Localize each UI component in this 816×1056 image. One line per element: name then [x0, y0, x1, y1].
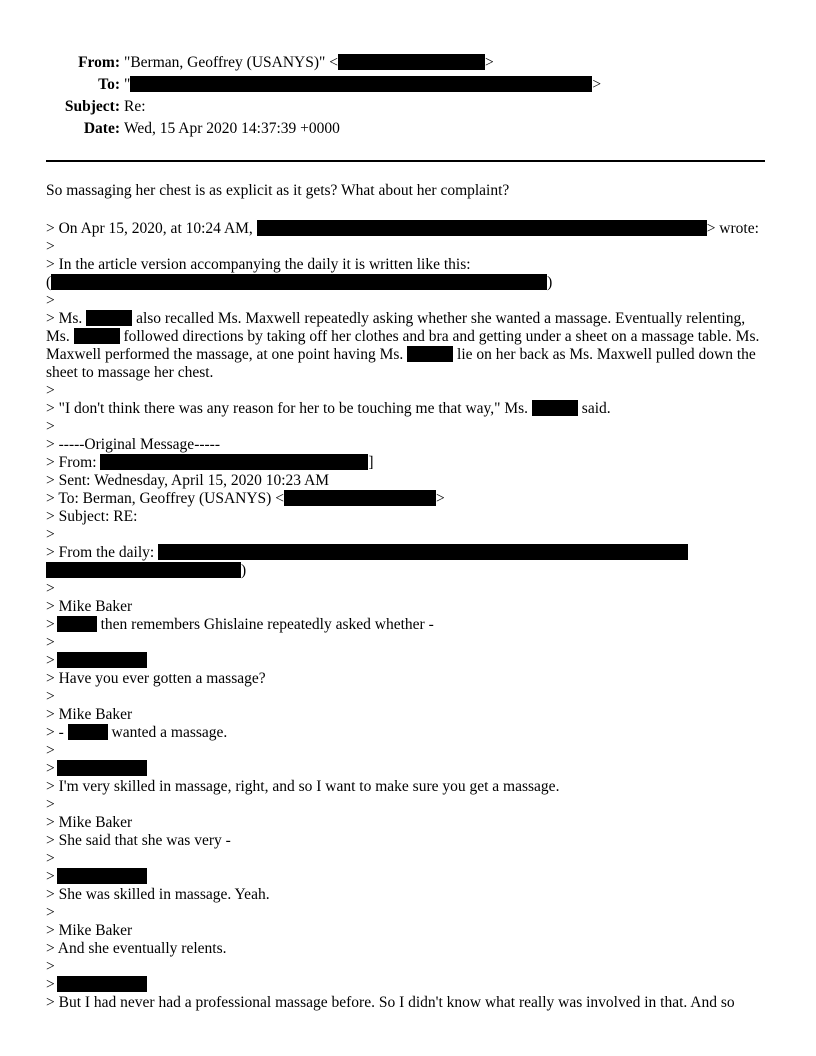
quote-line — [46, 760, 147, 778]
speaker-line: > Mike Baker — [46, 814, 133, 831]
quote-line — [46, 544, 688, 562]
text-span: > — [46, 652, 55, 669]
quote-line: > — [46, 580, 55, 597]
redaction-box — [57, 652, 147, 668]
quote-line: > — [46, 634, 55, 651]
quote-line: > — [46, 238, 55, 255]
redaction-box — [532, 400, 578, 416]
quote-line: > She said that she was very - — [46, 832, 231, 849]
quote-line: > Subject: RE: — [46, 508, 138, 525]
quote-line — [46, 652, 147, 670]
body-line: So massaging her chest is as explicit as it gets? What about her complaint? — [46, 182, 510, 199]
text-span: > To: Berman, Geoffrey (USANYS) < — [46, 490, 284, 507]
to-value: " — [124, 76, 131, 93]
text-span: > — [46, 760, 55, 777]
redaction-box — [158, 544, 688, 560]
text-span: > Ms. — [46, 310, 83, 327]
quote-line: > — [46, 688, 55, 705]
text-span: ( — [46, 274, 52, 291]
redaction-box — [51, 274, 547, 290]
text-span: ] — [368, 454, 374, 471]
quote-line: > — [46, 904, 55, 921]
text-span: said. — [581, 400, 611, 417]
redaction-box — [68, 724, 108, 740]
quote-line — [46, 616, 434, 634]
redaction-box — [57, 976, 147, 992]
text-span: > "I don't think there was any reason for her to be touching me that way," Ms. — [46, 400, 529, 417]
speaker-line: > Mike Baker — [46, 706, 133, 723]
subject-value: Re: — [124, 98, 146, 115]
from-row — [0, 54, 816, 74]
quote-line — [46, 454, 374, 472]
text-span: wanted a massage. — [111, 724, 228, 741]
date-value: Wed, 15 Apr 2020 14:37:39 +0000 — [124, 120, 340, 137]
text-span: ) — [547, 274, 553, 291]
text-span: followed directions by taking off her clothes and bra and getting under a sheet on a massage table. Ms. Maxwell performed the massage, at one point having Ms. — [46, 328, 760, 363]
quote-line: > Have you ever gotten a massage? — [46, 670, 266, 687]
quote-line — [46, 490, 445, 508]
from-value: "Berman, Geoffrey (USANYS)" < — [124, 54, 338, 71]
quote-line: > But I had never had a professional massage before. So I didn't know what really was involved in that. And so — [46, 994, 735, 1011]
redaction-box — [338, 54, 485, 70]
text-span: > — [46, 868, 55, 885]
to-row — [0, 76, 816, 96]
quote-line: > Sent: Wednesday, April 15, 2020 10:23 AM — [46, 472, 330, 489]
text-span: then remembers Ghislaine repeatedly asked whether - — [100, 616, 434, 633]
to-label: To: — [98, 76, 120, 93]
quote-attribution — [46, 220, 759, 238]
quote-line: > — [46, 796, 55, 813]
text-span: lie on her back as Ms. Maxwell pulled down the sheet to massage her chest. — [46, 346, 756, 381]
quote-line: > — [46, 742, 55, 759]
to-suffix: > — [592, 76, 602, 93]
redaction-box — [74, 328, 120, 344]
text-span: > — [46, 616, 55, 633]
text-span: > From the daily: — [46, 544, 155, 561]
quote-line: > — [46, 850, 55, 867]
redaction-box — [100, 454, 368, 470]
redaction-box — [86, 310, 132, 326]
quote-line: > — [46, 382, 55, 399]
date-label: Date: — [83, 120, 120, 137]
subject-label: Subject: — [64, 98, 120, 115]
text-span: > wrote: — [706, 220, 759, 237]
redaction-box — [57, 616, 97, 632]
redaction-box — [257, 220, 707, 236]
text-span: ) — [241, 562, 247, 579]
quote-line — [46, 400, 611, 418]
quote-line: > She was skilled in massage. Yeah. — [46, 886, 270, 903]
text-span: > On Apr 15, 2020, at 10:24 AM, — [46, 220, 253, 237]
redaction-box — [57, 868, 147, 884]
speaker-line: > Mike Baker — [46, 598, 133, 615]
quote-line: > And she eventually relents. — [46, 940, 227, 957]
quote-line: > In the article version accompanying the daily it is written like this: — [46, 256, 471, 273]
quote-line: > — [46, 526, 55, 543]
redaction-box — [284, 490, 436, 506]
redaction-box — [407, 346, 453, 362]
header-divider — [46, 160, 765, 162]
text-span: > — [435, 490, 445, 507]
text-span: also recalled Ms. Maxwell repeatedly asking whether she wanted a massage. Eventually relenting, Ms. — [46, 310, 746, 345]
date-row — [0, 120, 816, 140]
quote-line — [46, 868, 147, 886]
redaction-box — [130, 76, 592, 92]
text-span: > - — [46, 724, 64, 741]
quote-line — [46, 724, 227, 742]
text-span: > — [46, 976, 55, 993]
quote-line: > — [46, 292, 55, 309]
subject-row — [0, 98, 816, 118]
quote-line: > — [46, 418, 55, 435]
quote-line: > — [46, 958, 55, 975]
text-span: > From: — [46, 454, 97, 471]
quote-line: > I'm very skilled in massage, right, and so I want to make sure you get a massage. — [46, 778, 560, 795]
from-label: From: — [78, 54, 120, 71]
quote-line — [46, 274, 552, 292]
quote-line — [46, 976, 147, 994]
speaker-line: > Mike Baker — [46, 922, 133, 939]
redaction-box — [46, 562, 241, 578]
redaction-box — [57, 760, 147, 776]
from-suffix: > — [484, 54, 494, 71]
quote-line: > -----Original Message----- — [46, 436, 220, 453]
quote-paragraph — [46, 310, 770, 382]
quote-line — [46, 562, 246, 580]
